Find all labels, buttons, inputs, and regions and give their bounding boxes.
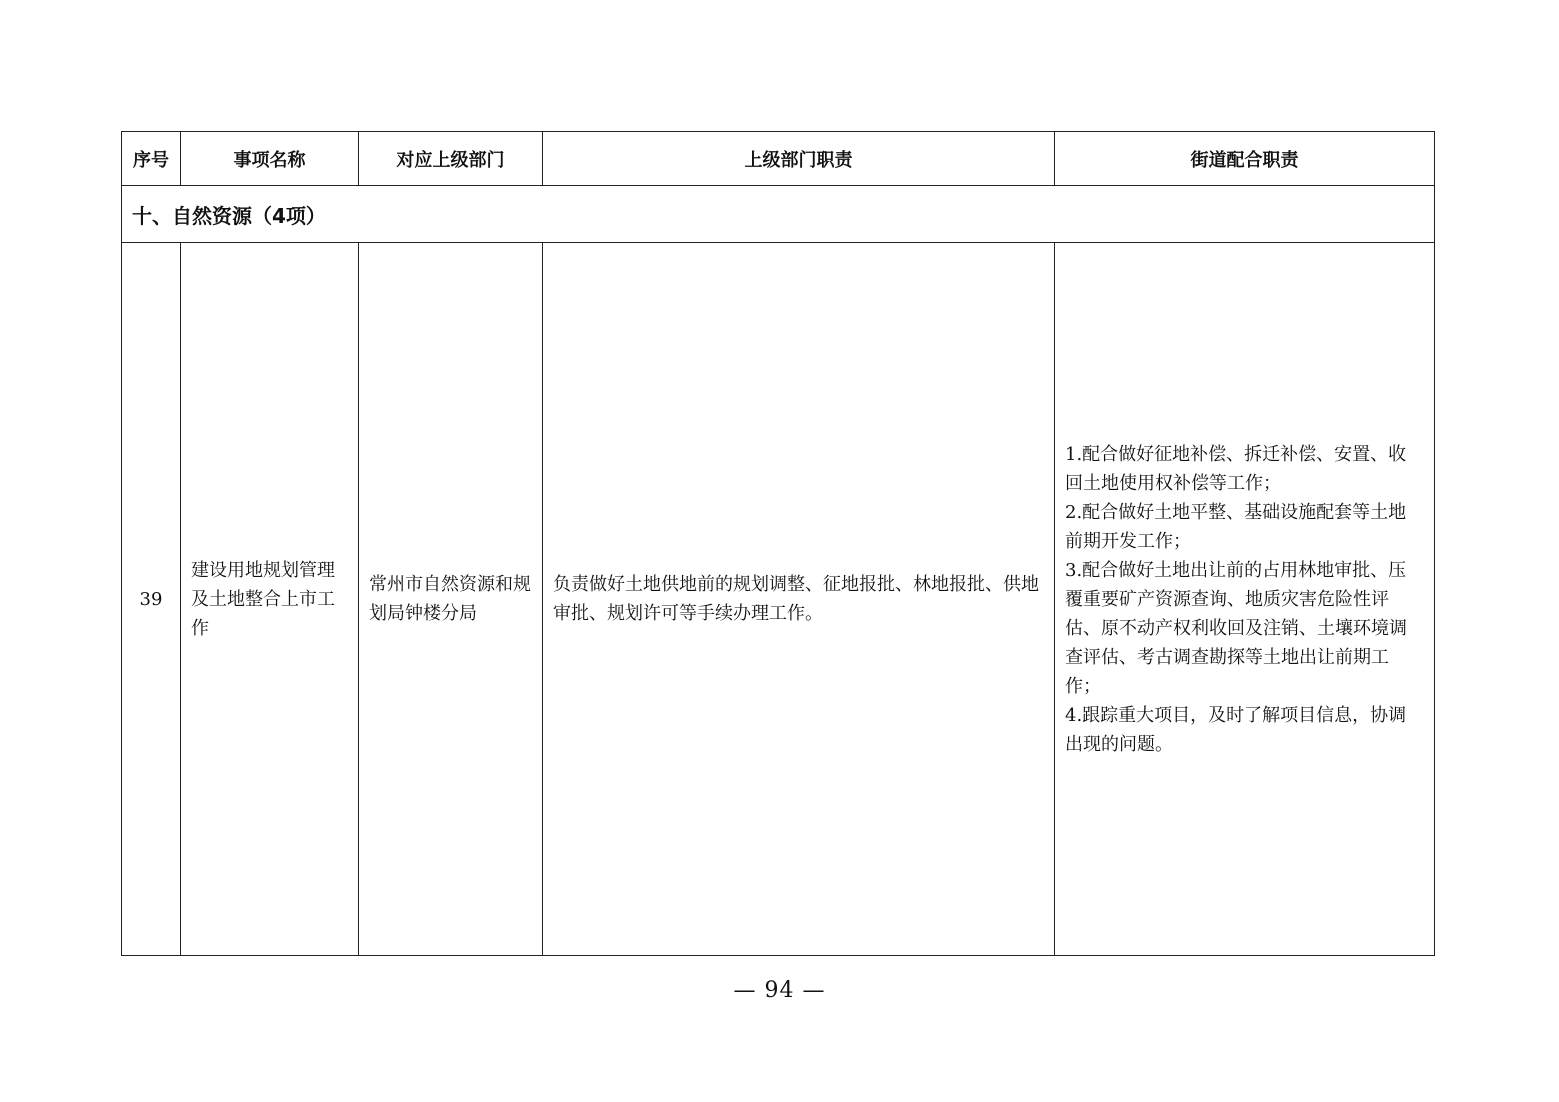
cell-item-name: 建设用地规划管理及土地整合上市工作 (181, 243, 359, 956)
header-department: 对应上级部门 (359, 132, 543, 186)
street-duty-item: 1.配合做好征地补偿、拆迁补偿、安置、收回土地使用权补偿等工作； (1065, 443, 1407, 494)
header-department-duty: 上级部门职责 (543, 132, 1055, 186)
duty-table (121, 131, 1435, 956)
cell-department: 常州市自然资源和规划局钟楼分局 (359, 243, 543, 956)
table-row (122, 243, 1435, 956)
header-street-duty: 街道配合职责 (1055, 132, 1435, 186)
cell-department-duty: 负责做好土地供地前的规划调整、征地报批、林地报批、供地审批、规划许可等手续办理工作。 (543, 243, 1055, 956)
table-header-row (122, 132, 1435, 186)
header-item-name: 事项名称 (181, 132, 359, 186)
section-title: 十、自然资源（4项） (122, 186, 1435, 243)
duty-table-container (121, 131, 1434, 956)
page-number: — 94 — (733, 978, 826, 1003)
street-duty-item: 3.配合做好土地出让前的占用林地审批、压覆重要矿产资源查询、地质灾害危险性评估、原不动产权利收回及注销、土壤环境调查评估、考古调查勘探等土地出让前期工作； (1065, 559, 1407, 697)
section-row (122, 186, 1435, 243)
cell-serial-number: 39 (122, 243, 181, 956)
street-duty-item: 2.配合做好土地平整、基础设施配套等土地前期开发工作； (1065, 501, 1407, 552)
cell-street-duty (1055, 243, 1435, 956)
header-serial-number: 序号 (122, 132, 181, 186)
street-duty-item: 4.跟踪重大项目，及时了解项目信息，协调出现的问题。 (1065, 704, 1407, 755)
